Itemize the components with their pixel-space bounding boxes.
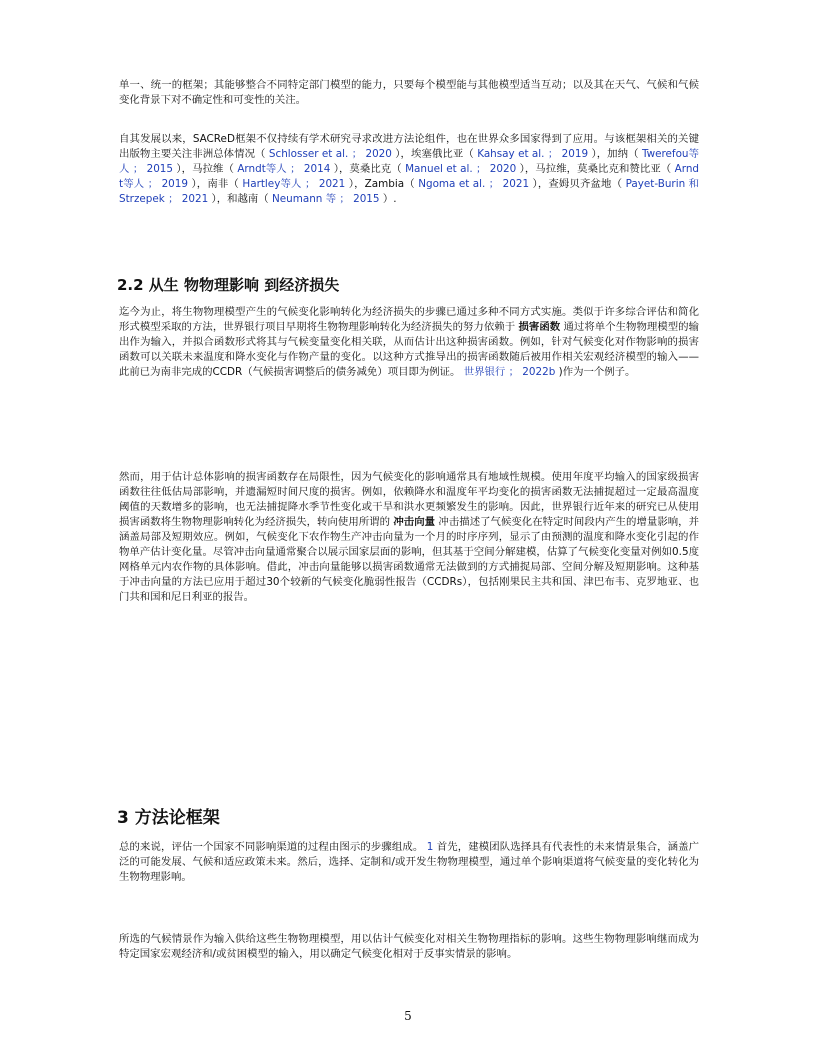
citation-link[interactable]: Hartley等人 ； 2021 (242, 178, 346, 190)
citation-link[interactable]: Arndt等人 ； 2019 (119, 163, 700, 190)
page-number: 5 (404, 1009, 412, 1023)
paragraph-applications: 自其发展以来，SACReD框架不仅持续有学术研究寻求改进方法论组件，也在世界众多国家得到了应用。与该框架相关的关键出版物主要关注非洲总体情况（ Schlosser et al. ； 2020 ），埃塞俄比亚（ Kahsay et al. ； 2019 ），加纳（ Twerefou等人 ； 2015 ），马拉维（ Arndt等人 ； 2014 ），莫桑比克（ Manuel et al. ； 2020 ），马拉维，莫桑比克和赞比亚（ Arndt等人 ； 2019 ），南非（ Hartley等人 ； 2021 ），Zambia（ Ngoma et al. ； 2021 ），查姆贝齐盆地（ Payet-Burin 和 Strzepek ； 2021 ），和越南（ Neumann 等 ； 2015 ）. (119, 133, 700, 205)
bold-term: 损害函数 (518, 321, 561, 333)
citation-link[interactable]: Arndt等人 ； 2014 (237, 163, 331, 175)
paragraph-framework-summary: 单一、统一的框架；其能够整合不同特定部门模型的能力，只要每个模型能与其他模型适当互动；以及其在天气、气候和气候变化背景下对不确定性和可变性的关注。 (119, 79, 699, 106)
paragraph-climate-scenarios: 所选的气候情景作为输入供给这些生物物理模型，用以估计气候变化对相关生物物理指标的影响。这些生物物理影响继而成为特定国家宏观经济和/或贫困模型的输入，用以确定气候变化相对于反事实情景的影响。 (119, 933, 699, 960)
citation-link[interactable]: Neumann 等 ； 2015 (271, 193, 380, 205)
paragraph-shock-vectors: 然而，用于估计总体影响的损害函数存在局限性，因为气候变化的影响通常具有地域性规模。使用年度平均输入的国家级损害函数往往低估局部影响，并遗漏短时间尺度的损害。例如，依赖降水和温度年平均变化的损害函数无法捕捉超过一定最高温度阈值的天数增多的影响，也无法捕捉降水季节性变化或干旱和洪水更频繁发生的影响。因此，世界银行近年来的研究已从使用损害函数将生物物理影响转化为经济损失，转向使用所谓的 冲击向量 冲击描述了气候变化在特定时间段内产生的增量影响，并涵盖局部及短期效应。例如，气候变化下农作物生产冲击向量为一个月的时序序列，显示了由预测的温度和降水变化引起的作物单产估计变化量。尽管冲击向量通常聚合以展示国家层面的影响，但其基于空间分解建模，估算了气候变化变量对例如0.5度网格单元内农作物的具体影响。借此，冲击向量能够以损害函数通常无法做到的方式捕捉局部、空间分解及短期影响。这种基于冲击向量的方法已应用于超过30个较新的气候变化脆弱性报告（CCDRs），包括刚果民主共和国、津巴布韦、克罗地亚、也门共和国和尼日利亚的报告。 (119, 471, 699, 603)
citation-link[interactable]: Kahsay et al. ； 2019 (477, 148, 589, 160)
paragraph-methodology-overview: 总的来说，评估一个国家不同影响渠道的过程由图示的步骤组成。 1 首先，建模团队选择具有代表性的未来情景集合，涵盖广泛的可能发展、气候和适应政策未来。然后，选择、定制和/或开发生物物理模型，通过单个影响渠道将气候变量的变化转化为生物物理影响。 (119, 841, 699, 883)
section-heading-3: 3 方法论框架 (117, 808, 220, 828)
citation-link[interactable]: Payet-Burin 和 Strzepek ； 2021 (119, 178, 700, 205)
citation-link[interactable]: 世界银行 ； 2022b (463, 366, 556, 378)
section-heading-2-2: 2.2 从生 物物理影响 到经济损失 (117, 276, 340, 294)
citation-link[interactable]: Ngoma et al. ； 2021 (418, 178, 530, 190)
bold-term: 冲击向量 (393, 516, 436, 528)
paragraph-damage-functions: 迄今为止，将生物物理模型产生的气候变化影响转化为经济损失的步骤已通过多种不同方式实施。类似于许多综合评估和简化形式模型采取的方法，世界银行项目早期将生物物理影响转化为经济损失的努力依赖于 损害函数 通过将单个生物物理模型的输出作为输入，并拟合函数形式将其与气候变量变化相关联，从而估计出这种损害函数。例如，针对气候变化对作物影响的损害函数可以关联未来温度和降水变化与作物产量的变化。以这种方式推导出的损害函数随后被用作相关宏观经济模型的输入——此前已为南非完成的CCDR（气候损害调整后的债务减免）项目即为例证。 世界银行 ； 2022b )作为一个例子。 (119, 306, 699, 378)
citation-link[interactable]: Twerefou等人 ； 2015 (119, 148, 699, 175)
figure-reference-link[interactable]: 1 (426, 841, 434, 853)
citation-link[interactable]: Schlosser et al. ； 2020 (268, 148, 392, 160)
citation-link[interactable]: Manuel et al. ； 2020 (405, 163, 517, 175)
